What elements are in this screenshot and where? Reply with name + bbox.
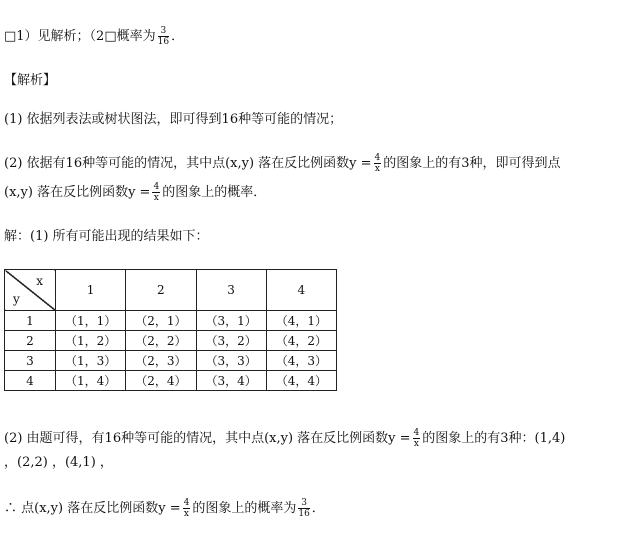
table-cell: （4，3） <box>266 351 336 371</box>
conclusion-fraction <box>298 498 309 519</box>
table-row <box>5 371 337 391</box>
conclusion-a: ∴ 点(x,y) 落在反比例函数y = <box>4 501 181 516</box>
function-fraction <box>413 428 421 449</box>
func-num: 4 <box>374 153 381 163</box>
table-cell: （2，4） <box>126 371 196 391</box>
row-label: 1 <box>5 311 56 331</box>
table-cell: （4，1） <box>266 311 336 331</box>
analysis-l2-b: 的图象上的有3种，即可得到点 <box>383 156 561 171</box>
column-header: 4 <box>266 270 336 311</box>
section-title: 【解析】 <box>4 73 57 88</box>
answer-text: □1）见解析；（2□概率为 <box>4 29 156 44</box>
table-cell: （4，4） <box>266 371 336 391</box>
table-cell: （1，2） <box>56 331 126 351</box>
analysis-line-2 <box>4 153 561 174</box>
func-den: x <box>413 439 419 449</box>
concl-num: 3 <box>298 498 309 509</box>
table-corner-cell <box>5 270 56 311</box>
concl-den: 16 <box>298 509 310 519</box>
analysis-line-1: (1) 依据列表法或树状图法，即可得到16种等可能的情况； <box>4 112 343 127</box>
table-cell: （1，3） <box>56 351 126 371</box>
part2-a: (2) 由题可得，有16种等可能的情况，其中点(x,y) 落在反比例函数y = <box>4 431 411 446</box>
table-header-row <box>5 270 337 311</box>
table-cell: （3，1） <box>196 311 266 331</box>
function-fraction <box>183 498 191 519</box>
answer-frac-den: 16 <box>157 37 170 47</box>
conclusion-b: 的图象上的概率为 <box>192 501 297 516</box>
func-num: 4 <box>153 182 160 192</box>
function-fraction <box>374 153 382 174</box>
table-row <box>5 331 337 351</box>
func-den: x <box>153 193 159 203</box>
row-label: 4 <box>5 371 56 391</box>
analysis-l3-b: 的图象上的概率． <box>162 185 267 200</box>
answer-line <box>4 26 184 47</box>
table-cell: （3，3） <box>196 351 266 371</box>
answer-end: ． <box>171 29 185 44</box>
conclusion-line <box>4 498 325 519</box>
conclusion-end: ． <box>311 501 325 516</box>
function-fraction <box>152 182 160 203</box>
table-row <box>5 351 337 371</box>
table-cell: （2，3） <box>126 351 196 371</box>
part2-continuation: ，(2,2) ，(4,1) ， <box>4 455 113 470</box>
func-den: x <box>374 164 380 174</box>
table-cell: （2，1） <box>126 311 196 331</box>
table-cell: （3，4） <box>196 371 266 391</box>
column-header: 1 <box>56 270 126 311</box>
func-num: 4 <box>183 498 190 508</box>
outcome-table <box>4 269 337 391</box>
solution-intro: 解：(1) 所有可能出现的结果如下： <box>4 229 209 244</box>
func-den: x <box>183 509 189 519</box>
corner-y-label: y <box>13 292 20 306</box>
column-header: 2 <box>126 270 196 311</box>
table-cell: （1，1） <box>56 311 126 331</box>
column-header: 3 <box>196 270 266 311</box>
table-row <box>5 311 337 331</box>
table-cell: （2，2） <box>126 331 196 351</box>
table-cell: （4，2） <box>266 331 336 351</box>
corner-x-label: x <box>36 274 43 288</box>
table-cell: （1，4） <box>56 371 126 391</box>
analysis-l2-a: (2) 依据有16种等可能的情况，其中点(x,y) 落在反比例函数y = <box>4 156 372 171</box>
table-cell: （3，2） <box>196 331 266 351</box>
part2-line <box>4 428 565 449</box>
answer-frac-num: 3 <box>158 26 169 37</box>
analysis-line-3 <box>4 182 266 203</box>
analysis-l3-a: (x,y) 落在反比例函数y = <box>4 185 151 200</box>
row-label: 3 <box>5 351 56 371</box>
row-label: 2 <box>5 331 56 351</box>
answer-fraction <box>158 26 169 47</box>
func-num: 4 <box>413 428 420 438</box>
part2-b: 的图象上的有3种：(1,4) <box>422 431 566 446</box>
